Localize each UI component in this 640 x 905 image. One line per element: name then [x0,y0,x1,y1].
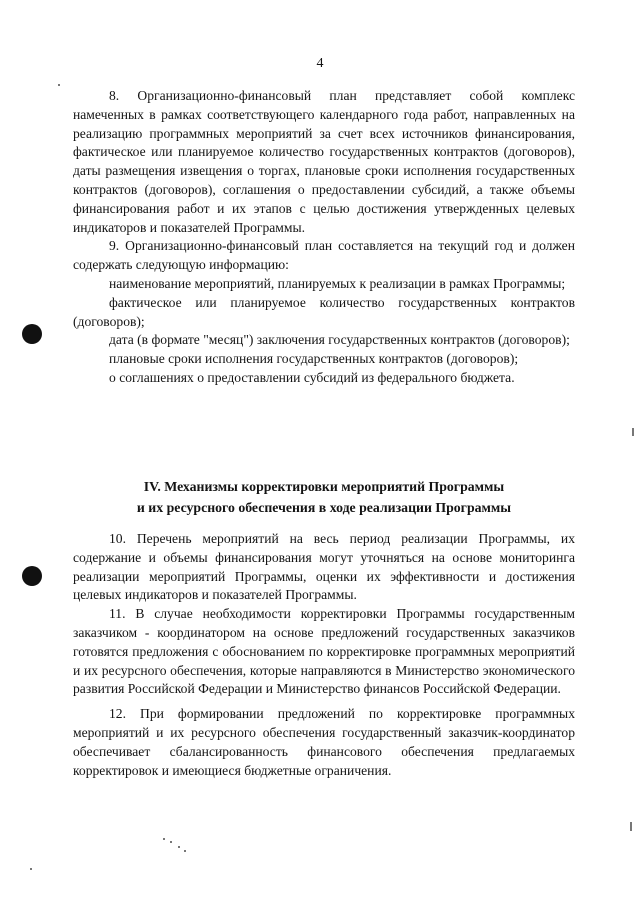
section-text-bottom [73,530,575,780]
scan-speck [632,428,634,436]
list-item-1: наименование мероприятий, планируемых к реализации в рамках Программы; [109,275,566,291]
punch-hole-lower [22,566,42,586]
punch-hole-upper [22,324,42,344]
paragraph-8: 8. Организационно-финансовый план представляет собой комплекс намеченных в рамках соответствующего календарного года работ, направленных на реализацию программных мероприятий за счет всех источников финансирования, фактическое или планируемое количество государственных контрактов (договоров), даты размещения извещения о торгах, плановые сроки исполнения государственных контрактов (договоров), соглашения о предоставлении субсидий, а также объемы финансирования работ и их этапов с целью достижения утвержденных целевых индикаторов и показателей Программы. [73,88,575,235]
section-heading-line-2: и их ресурсного обеспечения в ходе реализации Программы [136,500,512,515]
scan-speck [630,822,632,831]
paragraph-9: 9. Организационно-финансовый план составляется на текущий год и должен содержать следующую информацию: [73,238,575,273]
list-item-3: дата (в формате "месяц") заключения государственных контрактов (договоров); [109,332,570,348]
paragraph-10: 10. Перечень мероприятий на весь период реализации Программы, их содержание и объемы финансирования могут уточняться на основе мониторинга реализации мероприятий Программы, оценки их эффективности и достижения целевых индикаторов и показателей Программы. [73,531,575,603]
list-item-2: фактическое или планируемое количество государственных контрактов (договоров); [73,294,575,329]
scan-speck [184,850,186,852]
scan-speck [30,868,32,870]
page-number: 4 [316,56,324,71]
list-item-4: плановые сроки исполнения государственных контрактов (договоров); [109,351,519,367]
list-item-5: о соглашениях о предоставлении субсидий из федерального бюджета. [109,369,515,385]
scan-speck [170,841,172,843]
scan-speck [178,846,180,848]
paragraph-11: 11. В случае необходимости корректировки Программы государственным заказчиком - координатором на основе предложений государственных заказчиков готовятся предложения с обоснованием по корректировке программных мероприятий и их ресурсного обеспечения, которые направляются в Министерство экономического развития Российской Федерации и Министерство финансов Российской Федерации. [73,606,575,697]
scan-speck [163,838,165,840]
section-heading [73,476,575,518]
scan-speck [58,84,60,86]
paragraph-12: 12. При формировании предложений по корректировке программных мероприятий и их ресурсного обеспечения государственный заказчик-координатор обеспечивает сбалансированность финансового обеспечения предлагаемых корректировок и имеющиеся бюджетные ограничения. [73,706,575,778]
section-text-top [73,87,575,388]
section-heading-line-1: IV. Механизмы корректировки мероприятий Программы [143,479,505,494]
